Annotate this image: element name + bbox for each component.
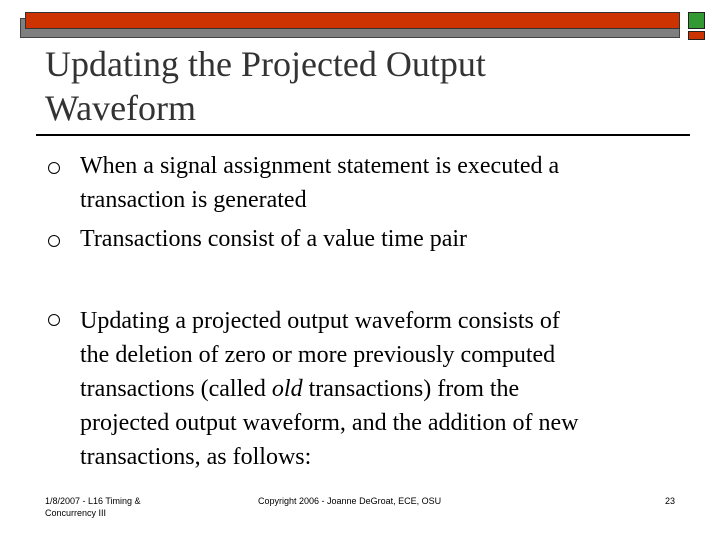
title-divider: [36, 134, 690, 136]
bullet-3-line-1: Updating a projected output waveform consists of: [80, 308, 560, 334]
footer-page-number: 23: [665, 496, 676, 506]
bullet-circle-icon: [48, 162, 60, 174]
footer-left-line-1: 1/8/2007 - L16 Timing &: [45, 496, 141, 506]
bullet-3-line-3-post: transactions) from the: [302, 376, 520, 402]
bullet-3-line-2: the deletion of zero or more previously computed: [80, 342, 556, 368]
bullet-circle-icon: [48, 314, 60, 326]
header-red-bar: [25, 12, 680, 29]
slide-title-line2: Waveform: [45, 88, 197, 128]
bullet-3-line-4: projected output waveform, and the addition of new: [80, 410, 579, 436]
slide-title-line1: Updating the Projected Output: [45, 44, 486, 84]
bullet-3-line-3-italic: old: [271, 376, 303, 402]
bullet-item-3: [80, 304, 690, 474]
footer-left-line-2: Concurrency III: [45, 508, 107, 518]
bullet-1-line-1: When a signal assignment statement is executed a: [80, 153, 560, 179]
bullet-item-1: [80, 149, 690, 217]
bullet-3-line-5: transactions, as follows:: [80, 444, 312, 470]
header-green-square: [688, 12, 705, 29]
bullet-1-line-2: transaction is generated: [80, 187, 307, 213]
slide-title: [45, 42, 645, 130]
bullet-item-2: [80, 222, 690, 256]
bullet-3-line-3-pre: transactions (called: [80, 376, 272, 402]
bullet-circle-icon: [48, 235, 60, 247]
footer-date-course: [45, 495, 141, 519]
footer-copyright: Copyright 2006 - Joanne DeGroat, ECE, OSU: [258, 496, 442, 506]
bullet-2-line-1: Transactions consist of a value time pair: [80, 226, 468, 252]
header-red-square: [688, 31, 705, 40]
